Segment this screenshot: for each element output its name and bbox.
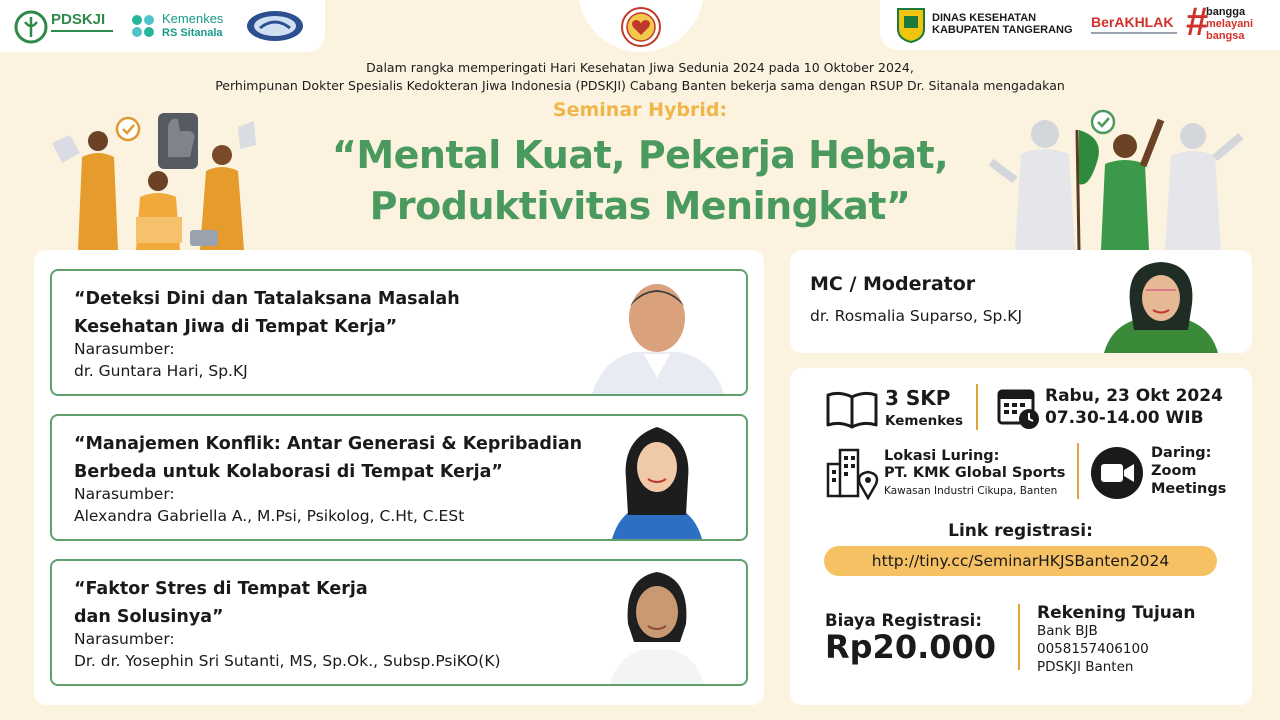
pdskji-underline — [51, 30, 113, 32]
hashtag-icon: # — [1186, 0, 1209, 44]
mc-photo — [1096, 258, 1226, 353]
session-2-speaker-name: Alexandra Gabriella A., M.Psi, Psikolog, C.Ht, C.ESt — [74, 507, 465, 525]
logo-strip-left — [0, 0, 325, 52]
seminar-label: Seminar Hybrid: — [552, 99, 728, 121]
mc-heading: MC / Moderator — [810, 273, 976, 295]
zoom-video-icon — [1090, 446, 1144, 500]
account-label: Rekening Tujuan — [1037, 603, 1196, 623]
online-label-3: Meetings — [1151, 481, 1227, 497]
speaker-1-photo — [582, 274, 732, 394]
session-card-1 — [50, 269, 748, 396]
celebrating-people-illustration — [985, 100, 1250, 250]
hospital-emblem-icon — [246, 10, 304, 42]
mental-health-day-emblem-icon — [616, 6, 666, 48]
speaker-3-photo — [582, 564, 732, 684]
speaker-2-photo — [582, 419, 732, 539]
session-2-title-line-2: Berbeda untuk Kolaborasi di Tempat Kerja” — [74, 462, 503, 482]
session-3-title-line-2: dan Solusinya” — [74, 607, 224, 627]
offline-place: PT. KMK Global Sports — [884, 465, 1066, 481]
kemenkes-wordmark: Kemenkes — [162, 11, 224, 26]
session-2-title — [74, 430, 614, 486]
intro-text — [150, 59, 1130, 95]
session-1-speaker-label: Narasumber: — [74, 340, 175, 358]
session-card-2 — [50, 414, 748, 541]
account-number: 0058157406100 — [1037, 641, 1149, 657]
session-1-title-line-2: Kesehatan Jiwa di Tempat Kerja” — [74, 317, 398, 337]
skp-value: 3 SKP — [885, 386, 951, 410]
intro-line-2: Perhimpunan Dokter Spesialis Kedokteran Jiwa Indonesia (PDSKJI) Cabang Banten bekerja sama dengan RSUP Dr. Sitanala mengadakan — [215, 78, 1065, 93]
mc-name: dr. Rosmalia Suparso, Sp.KJ — [810, 307, 1023, 325]
session-1-title — [74, 285, 614, 341]
session-3-speaker-name: Dr. dr. Yosephin Sri Sutanti, MS, Sp.Ok., Subsp.PsiKO(K) — [74, 652, 501, 670]
calendar-clock-icon — [997, 385, 1041, 431]
intro-line-1: Dalam rangka memperingati Hari Kesehatan Jiwa Sedunia 2024 pada 10 Oktober 2024, — [366, 60, 914, 75]
session-3-speaker-label: Narasumber: — [74, 630, 175, 648]
session-2-title-line-1: “Manajemen Konflik: Antar Generasi & Kepribadian — [74, 434, 583, 454]
building-location-icon — [824, 446, 880, 500]
session-1-speaker-name: dr. Guntara Hari, Sp.KJ — [74, 362, 248, 380]
info-divider-3 — [1018, 604, 1020, 670]
tangerang-crest-icon — [896, 7, 926, 43]
session-card-3 — [50, 559, 748, 686]
berakhlak-tagline-line — [1091, 32, 1177, 34]
world-mental-health-day-badge — [578, 0, 704, 52]
event-time: 07.30-14.00 WIB — [1045, 408, 1204, 428]
open-book-icon — [824, 387, 880, 431]
account-name: PDSKJI Banten — [1037, 659, 1134, 675]
info-divider-2 — [1077, 443, 1079, 499]
online-label-1: Daring: — [1151, 445, 1212, 461]
fee-value: Rp20.000 — [825, 628, 997, 666]
mc-panel — [790, 250, 1252, 353]
session-3-title — [74, 575, 614, 631]
bangga-line2: melayani — [1206, 18, 1254, 30]
bangga-line3: bangsa — [1206, 30, 1245, 42]
kemenkes-logo-icon — [128, 11, 158, 41]
registration-link[interactable]: http://tiny.cc/SeminarHKJSBanten2024 — [824, 546, 1217, 576]
session-3-title-line-1: “Faktor Stres di Tempat Kerja — [74, 579, 368, 599]
info-divider-1 — [976, 384, 978, 430]
session-1-title-line-1: “Deteksi Dini dan Tatalaksana Masalah — [74, 289, 460, 309]
berakhlak-wordmark: BerAKHLAK — [1091, 14, 1174, 30]
session-2-speaker-label: Narasumber: — [74, 485, 175, 503]
rs-sitanala-wordmark: RS Sitanala — [162, 27, 223, 39]
seminar-title — [260, 130, 1020, 232]
bangga-line1: bangga — [1206, 6, 1246, 18]
link-label: Link registrasi: — [948, 521, 1093, 541]
account-bank: Bank BJB — [1037, 623, 1098, 639]
dinas-line2: KABUPATEN TANGERANG — [932, 24, 1073, 36]
fee-label: Biaya Registrasi: — [825, 611, 982, 630]
seminar-title-line-2: Produktivitas Meningkat” — [369, 184, 911, 228]
dinas-line1: DINAS KESEHATAN — [932, 12, 1037, 24]
logo-strip-right — [880, 0, 1280, 50]
online-label-2: Zoom — [1151, 463, 1197, 479]
seminar-title-line-1: “Mental Kuat, Pekerja Hebat, — [331, 133, 949, 177]
office-workers-illustration — [40, 105, 260, 250]
skp-org: Kemenkes — [885, 413, 964, 429]
pdskji-wordmark: PDSKJI — [51, 11, 106, 28]
offline-label: Lokasi Luring: — [884, 448, 1000, 464]
offline-address: Kawasan Industri Cikupa, Banten — [884, 485, 1058, 497]
pdskji-logo-icon — [14, 10, 48, 44]
event-date: Rabu, 23 Okt 2024 — [1045, 386, 1223, 406]
